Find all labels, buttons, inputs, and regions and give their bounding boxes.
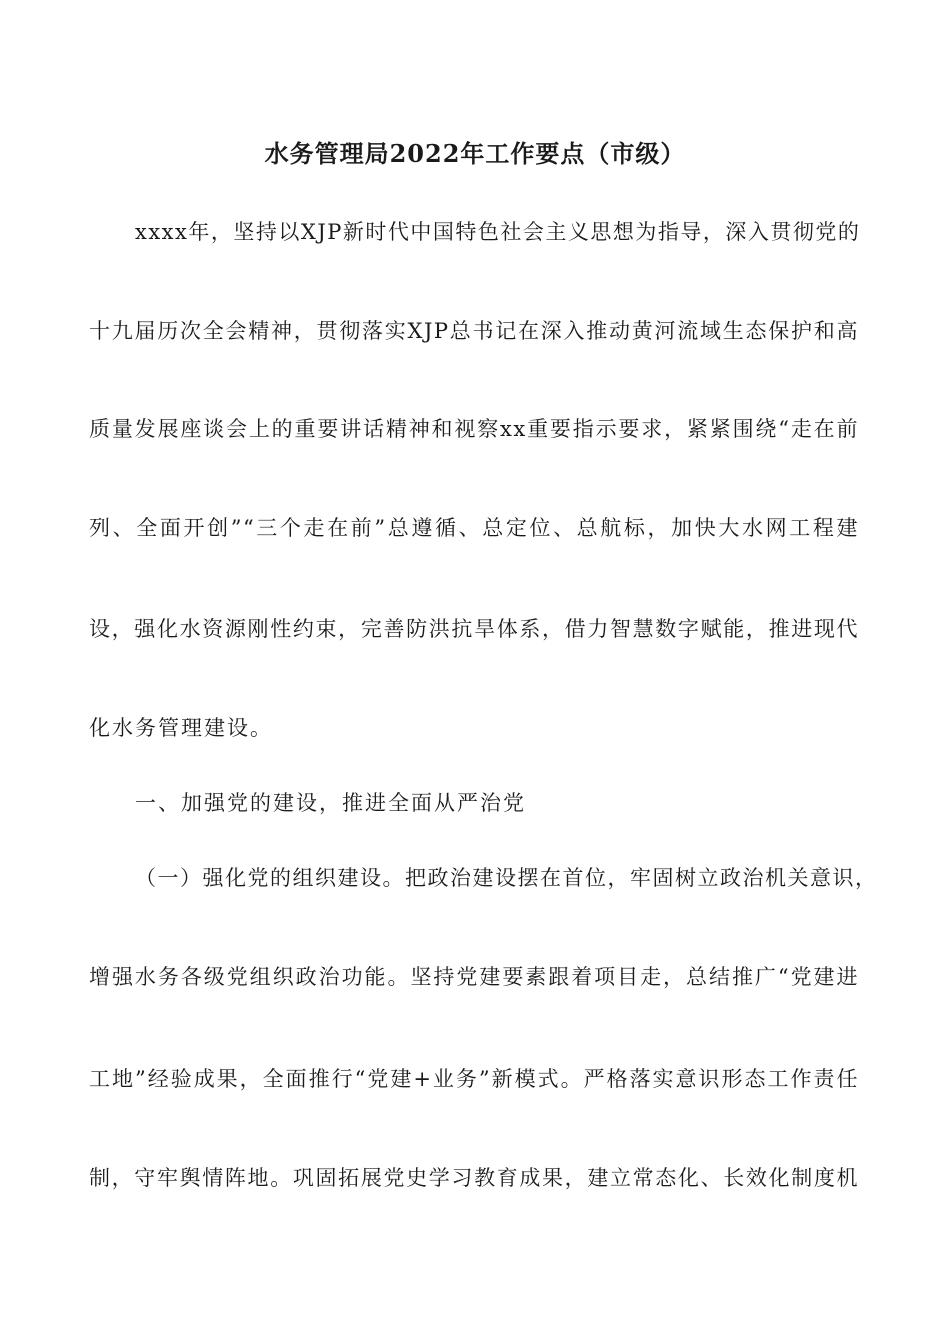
paragraph-line: 化水务管理建设。	[89, 716, 273, 740]
paragraph-line: 十九届历次全会精神，贯彻落实XJP总书记在深入推动黄河流域生态保护和高	[89, 319, 859, 343]
document-title: 水务管理局2022年工作要点（市级）	[264, 139, 686, 168]
paragraph-line: 设，强化水资源刚性约束，完善防洪抗旱体系，借力智慧数字赋能，推进现代	[89, 617, 859, 641]
paragraph-line: （一）强化党的组织建设。把政治建设摆在首位，牢固树立政治机关意识，	[135, 866, 878, 890]
paragraph-line: 工地”经验成果，全面推行“党建+业务”新模式。严格落实意识形态工作责任	[89, 1067, 859, 1091]
paragraph-line: xxxx年，坚持以XJP新时代中国特色社会主义思想为指导，深入贯彻党的	[135, 220, 861, 244]
paragraph-line: 质量发展座谈会上的重要讲话精神和视察xx重要指示要求，紧紧围绕“走在前	[89, 417, 859, 441]
paragraph-line: 增强水务各级党组织政治功能。坚持党建要素跟着项目走，总结推广“党建进	[89, 965, 859, 989]
paragraph-line: 制，守牢舆情阵地。巩固拓展党史学习教育成果，建立常态化、长效化制度机	[89, 1166, 859, 1190]
section-heading: 一、加强党的建设，推进全面从严治党	[135, 791, 526, 815]
paragraph-line: 列、全面开创”“三个走在前”总遵循、总定位、总航标，加快大水网工程建	[89, 516, 859, 540]
